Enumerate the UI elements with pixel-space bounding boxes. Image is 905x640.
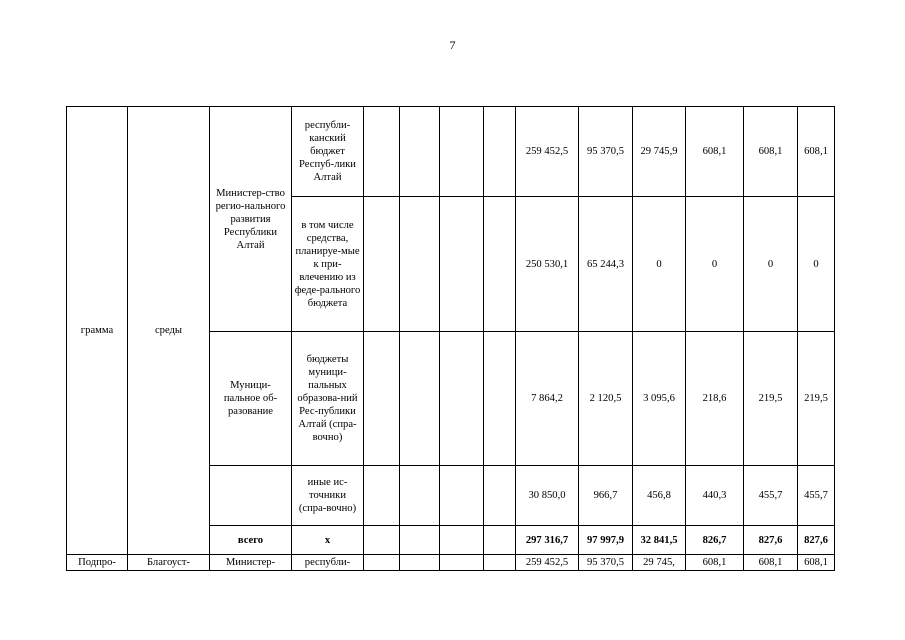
value-cell: 608,1 bbox=[686, 555, 744, 571]
value-cell: 250 530,1 bbox=[516, 197, 579, 332]
value-cell: 455,7 bbox=[744, 466, 798, 526]
value-cell: 608,1 bbox=[744, 555, 798, 571]
empty-cell bbox=[484, 107, 516, 197]
empty-cell bbox=[440, 332, 484, 466]
source-name: в том числе средства, планируе-мые к при-влечению из феде-рального бюджета bbox=[292, 197, 364, 332]
empty-cell bbox=[364, 466, 400, 526]
empty-cell bbox=[400, 197, 440, 332]
source-name: бюджеты муници-пальных образова-ний Рес-публики Алтай (спра-вочно) bbox=[292, 332, 364, 466]
value-cell: 95 370,5 bbox=[579, 555, 633, 571]
empty-cell bbox=[364, 107, 400, 197]
empty-cell bbox=[440, 197, 484, 332]
value-cell: 440,3 bbox=[686, 466, 744, 526]
empty-cell bbox=[484, 197, 516, 332]
value-cell: 7 864,2 bbox=[516, 332, 579, 466]
value-cell: 218,6 bbox=[686, 332, 744, 466]
value-cell: 30 850,0 bbox=[516, 466, 579, 526]
total-value: 32 841,5 bbox=[633, 526, 686, 555]
empty-cell bbox=[364, 526, 400, 555]
empty-cell bbox=[400, 466, 440, 526]
value-cell: 608,1 bbox=[798, 107, 835, 197]
empty-cell bbox=[364, 555, 400, 571]
budget-table bbox=[66, 106, 835, 571]
value-cell: 0 bbox=[633, 197, 686, 332]
empty-cell bbox=[400, 555, 440, 571]
empty-cell bbox=[440, 466, 484, 526]
empty-cell bbox=[400, 107, 440, 197]
source-name: иные ис-точники (спра-вочно) bbox=[292, 466, 364, 526]
value-cell: 2 120,5 bbox=[579, 332, 633, 466]
total-value: 827,6 bbox=[798, 526, 835, 555]
empty-cell bbox=[484, 526, 516, 555]
empty-cell bbox=[400, 526, 440, 555]
value-cell: 259 452,5 bbox=[516, 555, 579, 571]
value-cell: 0 bbox=[798, 197, 835, 332]
subprogram-cell: Подпро- bbox=[67, 555, 128, 571]
value-cell: 65 244,3 bbox=[579, 197, 633, 332]
empty-cell bbox=[400, 332, 440, 466]
value-cell: 0 bbox=[744, 197, 798, 332]
total-label: всего bbox=[210, 526, 292, 555]
value-cell: 3 095,6 bbox=[633, 332, 686, 466]
empty-cell bbox=[484, 466, 516, 526]
municipal-cell: Муници-пальное об-разование bbox=[210, 332, 292, 466]
total-value: 297 316,7 bbox=[516, 526, 579, 555]
total-value: 826,7 bbox=[686, 526, 744, 555]
total-mark: х bbox=[292, 526, 364, 555]
empty-cell bbox=[484, 555, 516, 571]
value-cell: 0 bbox=[686, 197, 744, 332]
total-value: 827,6 bbox=[744, 526, 798, 555]
sphere-cell: среды bbox=[128, 107, 210, 555]
total-value: 97 997,9 bbox=[579, 526, 633, 555]
empty-cell bbox=[440, 107, 484, 197]
value-cell: 608,1 bbox=[798, 555, 835, 571]
empty-cell bbox=[364, 332, 400, 466]
value-cell: 259 452,5 bbox=[516, 107, 579, 197]
ministry-cell: Министер-ство регио-нального развития Республики Алтай bbox=[210, 107, 292, 332]
value-cell: 456,8 bbox=[633, 466, 686, 526]
value-cell: 219,5 bbox=[798, 332, 835, 466]
page-number: 7 bbox=[449, 38, 456, 52]
empty-cell bbox=[364, 197, 400, 332]
value-cell: 219,5 bbox=[744, 332, 798, 466]
value-cell: 29 745,9 bbox=[633, 107, 686, 197]
program-cell: грамма bbox=[67, 107, 128, 555]
empty-cell bbox=[440, 555, 484, 571]
empty-cell bbox=[440, 526, 484, 555]
value-cell: 966,7 bbox=[579, 466, 633, 526]
source-name: республи- bbox=[292, 555, 364, 571]
source-name: республи-канский бюджет Респуб-лики Алтай bbox=[292, 107, 364, 197]
value-cell: 29 745, bbox=[633, 555, 686, 571]
value-cell: 608,1 bbox=[744, 107, 798, 197]
sphere-cell: Благоуст- bbox=[128, 555, 210, 571]
empty-cell bbox=[210, 466, 292, 526]
value-cell: 95 370,5 bbox=[579, 107, 633, 197]
value-cell: 455,7 bbox=[798, 466, 835, 526]
table-row bbox=[67, 107, 835, 197]
ministry-cell: Министер- bbox=[210, 555, 292, 571]
value-cell: 608,1 bbox=[686, 107, 744, 197]
empty-cell bbox=[484, 332, 516, 466]
table-row bbox=[67, 555, 835, 571]
